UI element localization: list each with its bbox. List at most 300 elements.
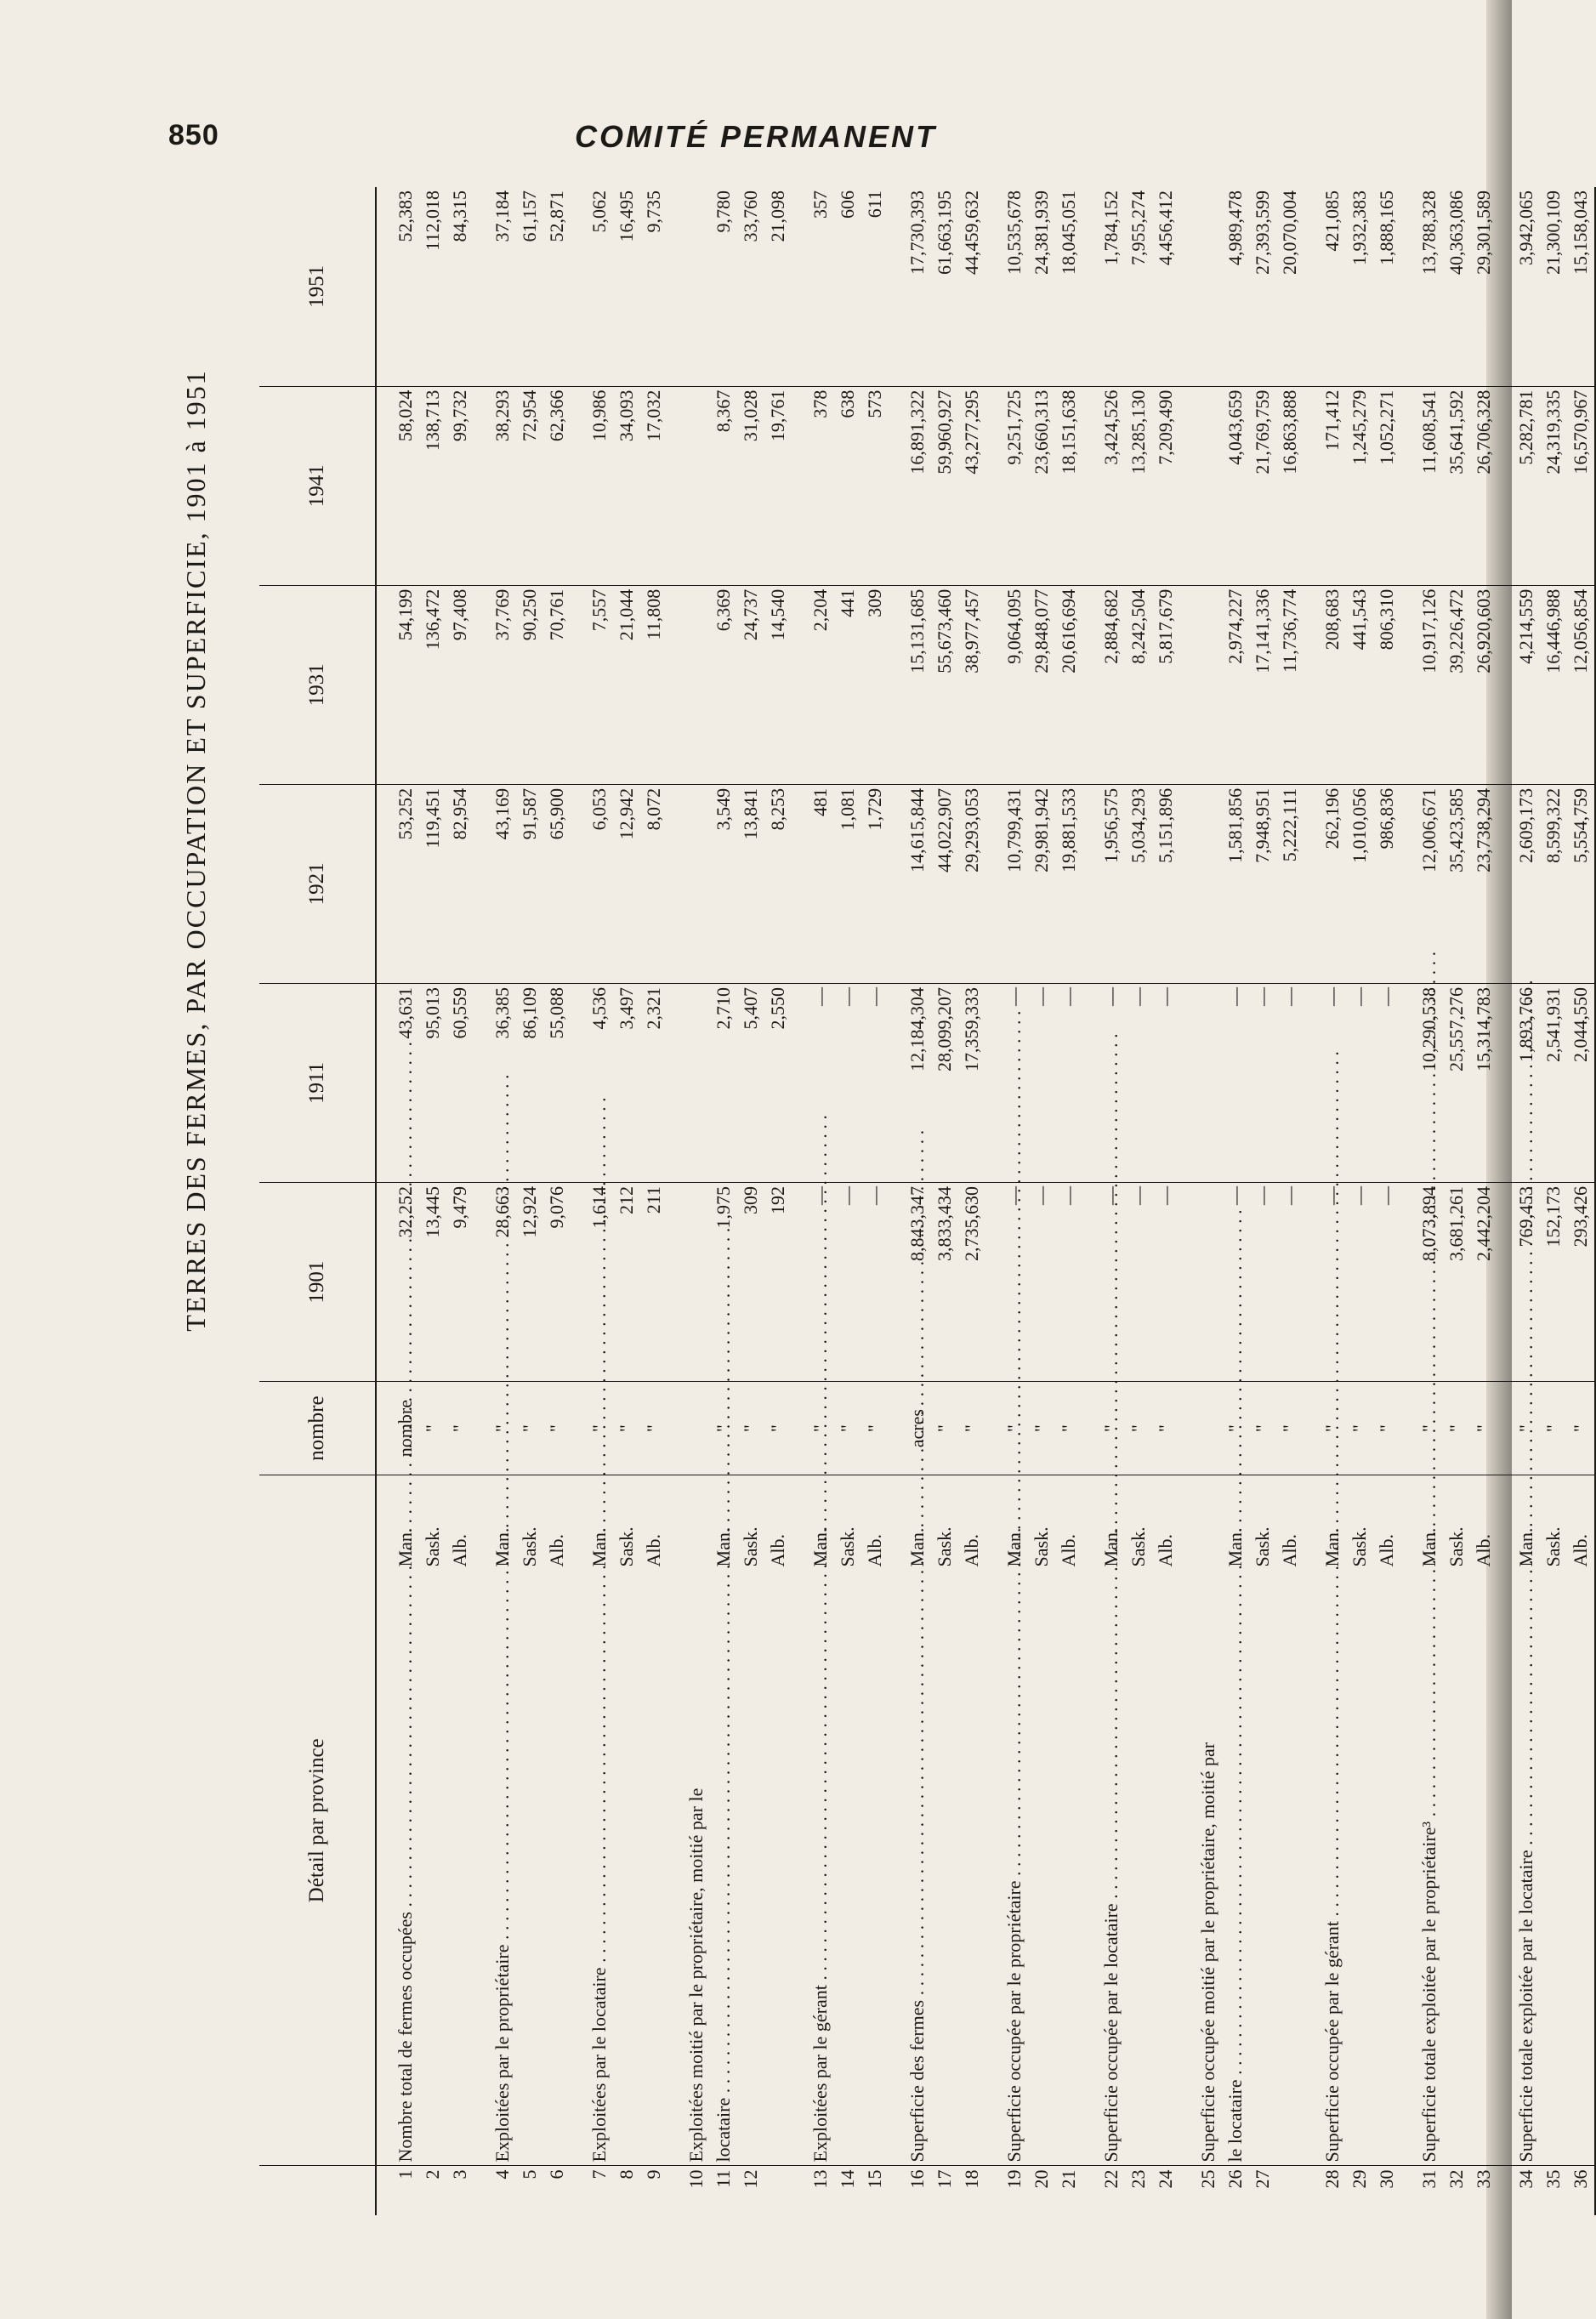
unit-value: " [616,1424,637,1433]
value-cell-1951 [667,187,792,386]
value-cell-1911 [792,983,889,1182]
table-value: 35,641,592 [1445,389,1467,475]
unit-value: " [740,1424,761,1433]
header-1951: 1951 [259,187,376,386]
row-number: 31 [1418,2169,1440,2189]
table-value: — [1224,986,1246,1006]
table-row [571,187,667,2215]
row-number: 4 [491,2169,513,2180]
unit-cell [889,1382,985,1475]
value-cell-1941 [889,386,985,585]
unit-cell [985,1382,1082,1475]
table-value: 481 [809,787,831,816]
table-value: 25,557,276 [1445,986,1467,1071]
value-cell-1911 [1082,983,1179,1182]
table-value: 17,730,393 [906,190,928,275]
province-label: Sask. [422,1526,443,1567]
table-value: 441,543 [1349,588,1370,651]
table-row [1497,187,1595,2215]
table-value: 5,817,679 [1155,588,1176,664]
table-row [1303,187,1400,2215]
table-value: 24,737 [740,588,761,641]
table-value: 441 [837,588,858,617]
row-number: 27 [1252,2169,1273,2189]
unit-value: " [1570,1424,1591,1433]
value-cell-1931 [571,585,667,784]
table-value: 13,841 [740,787,761,840]
value-cell-1921 [1400,784,1497,983]
province-label: Sask. [1127,1526,1149,1567]
value-cell-1931 [376,585,474,784]
table-value: 95,013 [422,986,443,1039]
province-label: Alb. [961,1533,982,1567]
table-value: 28,663 [491,1186,513,1238]
table-value: 12,942 [616,787,637,840]
table-value: 1,888,165 [1376,190,1397,265]
province-label: Man. [1003,1527,1025,1567]
table-value: 37,769 [491,588,513,641]
table-value: 10,986 [588,389,610,442]
row-number: 17 [934,2169,955,2189]
value-cell-1921 [985,784,1082,983]
value-cell-1951 [889,187,985,386]
table-value: — [864,1186,885,1206]
value-cell-1911 [667,983,792,1182]
table-value: 806,310 [1376,588,1397,651]
row-number-cell [1497,2166,1595,2215]
table-row [1400,187,1497,2215]
table-row [792,187,889,2215]
table-value: 1,893,766 [1515,986,1536,1062]
value-cell-1951 [1497,187,1595,386]
table-row [376,187,474,2215]
value-cell-1931 [889,585,985,784]
province-label: Sask. [1031,1526,1052,1567]
table-value: 9,076 [546,1186,567,1229]
table-value: 24,381,939 [1031,190,1052,275]
table-value: 10,917,126 [1418,588,1440,674]
table-value: 1,581,856 [1224,787,1246,863]
value-cell-1941 [667,386,792,585]
table-value: 12,056,854 [1570,588,1591,674]
province-label: Sask. [740,1526,761,1567]
detail-cell [792,1475,889,2166]
table-value: 23,660,313 [1031,389,1052,475]
table-value: 35,423,585 [1445,787,1467,872]
detail-cell [1179,1475,1303,2166]
table-value: — [1376,1186,1397,1206]
table-value: 2,442,204 [1473,1186,1494,1262]
table-value: 17,032 [643,389,664,442]
row-number: 22 [1100,2169,1122,2189]
province-label: Alb. [767,1533,788,1567]
table-value: 15,314,783 [1473,986,1494,1071]
table-value: 1,614 [588,1186,610,1229]
value-cell-1941 [1303,386,1400,585]
value-cell-1901 [376,1183,474,1382]
table-value: — [1031,986,1052,1006]
table-value: 34,093 [616,389,637,442]
table-value: 29,301,589 [1473,190,1494,275]
table-value: 2,609,173 [1515,787,1536,863]
table-value: — [1058,986,1079,1006]
table-value: 21,300,109 [1542,190,1564,275]
detail-cell [474,1475,571,2166]
table-value: 14,615,844 [906,787,928,872]
table-value: 38,293 [491,389,513,442]
value-cell-1901 [792,1183,889,1382]
value-cell-1941 [1497,386,1595,585]
value-cell-1901 [985,1183,1082,1382]
table-value: 7,209,490 [1155,389,1176,465]
row-number: 7 [588,2169,610,2180]
table-value: 39,226,472 [1445,588,1467,674]
table-value: — [1252,986,1273,1006]
row-number: 10 [685,2169,707,2189]
table-value: 5,062 [588,190,610,233]
table-row [1179,187,1303,2215]
row-number: 9 [643,2169,664,2180]
table-value: 2,884,682 [1100,588,1122,664]
table-value: 2,321 [643,986,664,1030]
table-value: — [1100,1186,1122,1206]
table-value: 90,250 [519,588,540,641]
table-value: 8,073,894 [1418,1186,1440,1262]
table-value: 9,479 [449,1186,470,1229]
row-number-cell [376,2166,474,2215]
unit-cell [474,1382,571,1475]
table-value: 3,497 [616,986,637,1030]
row-number: 20 [1031,2169,1052,2189]
value-cell-1901 [1400,1183,1497,1382]
table-value: 10,290,538 [1418,986,1440,1071]
unit-value: " [1349,1424,1370,1433]
value-cell-1901 [1082,1183,1179,1382]
table-row [1082,187,1179,2215]
unit-cell [1400,1382,1497,1475]
unit-value: " [588,1424,610,1433]
table-value: 1,729 [864,787,885,831]
value-cell-1901 [1497,1183,1595,1382]
row-number: 35 [1542,2169,1564,2189]
detail-label: Exploitées par le locataire . . . [586,1566,613,2162]
table-value: 138,713 [422,389,443,452]
unit-value: " [422,1424,443,1433]
unit-cell [376,1382,474,1475]
table-value: 211 [643,1186,664,1214]
table-value: 1,052,271 [1376,389,1397,465]
table-value: 84,315 [449,190,470,242]
unit-cell [1497,1382,1595,1475]
table-value: — [1279,986,1300,1006]
province-label: Man. [491,1527,513,1567]
table-value: 2,044,550 [1570,986,1591,1062]
unit-value: nombre [395,1400,416,1458]
table-value: 5,554,759 [1570,787,1591,863]
table-value: 70,761 [546,588,567,641]
table-value: 119,451 [422,787,443,849]
province-label: Sask. [934,1526,955,1567]
table-value: 208,683 [1321,588,1343,651]
table-value: 52,383 [395,190,416,242]
table-value: 16,863,888 [1279,389,1300,475]
table-value: 4,456,412 [1155,190,1176,265]
table-value: 61,157 [519,190,540,242]
value-cell-1911 [1303,983,1400,1182]
detail-cell [1400,1475,1497,2166]
province-label: Sask. [1445,1526,1467,1567]
row-number: 5 [519,2169,540,2180]
table-value: 8,367 [713,389,734,433]
table-value: — [1155,1186,1176,1206]
row-number: 29 [1349,2169,1370,2189]
value-cell-1951 [1303,187,1400,386]
row-number: 24 [1155,2169,1176,2189]
table-value: 55,088 [546,986,567,1039]
table-value: 4,989,478 [1224,190,1246,265]
row-number: 12 [740,2169,761,2189]
table-value: 1,081 [837,787,858,831]
value-cell-1901 [474,1183,571,1382]
province-label: Sask. [1542,1526,1564,1567]
value-cell-1951 [1400,187,1497,386]
value-cell-1941 [1082,386,1179,585]
unit-value: " [491,1424,513,1433]
value-cell-1951 [571,187,667,386]
detail-label: Superficie totale exploitée par le locataire . . . [1513,1566,1540,2162]
table-value: 32,252 [395,1186,416,1238]
province-label: Alb. [643,1533,664,1567]
value-cell-1941 [792,386,889,585]
table-value: 8,253 [767,787,788,831]
table-value: 29,981,942 [1031,787,1052,872]
row-number-cell [985,2166,1082,2215]
province-label: Alb. [1155,1533,1176,1567]
province-label: Alb. [1279,1533,1300,1567]
row-number: 26 [1224,2169,1246,2189]
value-cell-1951 [1179,187,1303,386]
table-value: 54,199 [395,588,416,641]
table-value: — [1349,1186,1370,1206]
row-number: 16 [906,2169,928,2189]
unit-value: " [643,1424,664,1433]
value-cell-1921 [792,784,889,983]
detail-cell [889,1475,985,2166]
table-value: — [1349,986,1370,1006]
unit-value: acres [906,1409,928,1448]
table-value: 59,960,927 [934,389,955,475]
table-value: 1,975 [713,1186,734,1229]
table-value: 24,319,335 [1542,389,1564,475]
row-number: 11 [713,2169,734,2188]
table-value: 9,251,725 [1003,389,1025,465]
table-value: 72,954 [519,389,540,442]
table-value: 99,732 [449,389,470,442]
row-number-cell [792,2166,889,2215]
province-label: Sask. [616,1526,637,1567]
row-number: 28 [1321,2169,1343,2189]
row-number: 25 [1197,2169,1218,2189]
table-value: — [1031,1186,1052,1206]
row-number: 13 [809,2169,831,2189]
value-cell-1941 [571,386,667,585]
table-value: 112,018 [422,190,443,251]
value-cell-1931 [1400,585,1497,784]
table-value: 97,408 [449,588,470,641]
table-value: 6,053 [588,787,610,831]
unit-value: " [519,1424,540,1433]
table-value: 82,954 [449,787,470,840]
value-cell-1931 [1303,585,1400,784]
table-body [376,187,1595,2215]
unit-value: " [1100,1424,1122,1433]
province-label: Alb. [864,1533,885,1567]
table-value: 12,184,304 [906,986,928,1071]
table-value: 16,495 [616,190,637,242]
detail-cell [571,1475,667,2166]
table-value: 421,085 [1321,190,1343,252]
row-number: 32 [1445,2169,1467,2189]
table-value: — [1321,986,1343,1006]
table-value: 573 [864,389,885,418]
row-number: 19 [1003,2169,1025,2189]
unit-cell [1303,1382,1400,1475]
province-label: Alb. [1376,1533,1397,1567]
row-number: 1 [395,2169,416,2180]
value-cell-1931 [985,585,1082,784]
table-value: 5,151,896 [1155,787,1176,863]
value-cell-1931 [1179,585,1303,784]
table-value: 357 [809,190,831,219]
row-number: 8 [616,2169,637,2180]
table-value: 638 [837,389,858,418]
table-value: 60,559 [449,986,470,1039]
province-label: Man. [1418,1527,1440,1567]
detail-label: Superficie occupée par le locataire . . . [1098,1566,1125,2162]
unit-value: " [1224,1424,1246,1433]
value-cell-1921 [474,784,571,983]
table-value: 26,706,328 [1473,389,1494,475]
table-value: 3,942,065 [1515,190,1536,265]
table-value: 12,006,671 [1418,787,1440,872]
table-value: 44,459,632 [961,190,982,275]
table-value: 43,277,295 [961,389,982,475]
table-value: 5,034,293 [1127,787,1149,863]
table-value: 7,557 [588,588,610,632]
value-cell-1951 [376,187,474,386]
row-number-cell [1303,2166,1400,2215]
detail-cell [1303,1475,1400,2166]
table-value: 17,141,336 [1252,588,1273,674]
value-cell-1921 [667,784,792,983]
unit-value: " [809,1424,831,1433]
unit-value: " [449,1424,470,1433]
unit-value: " [1058,1424,1079,1433]
value-cell-1911 [1400,983,1497,1182]
detail-label: locataire . . . [710,1566,737,2162]
table-value: — [837,1186,858,1206]
value-cell-1901 [571,1183,667,1382]
table-value: 3,549 [713,787,734,831]
table-value: 611 [864,190,885,219]
unit-value: " [1376,1424,1397,1433]
table-value: 1,784,152 [1100,190,1122,265]
value-cell-1911 [1179,983,1303,1182]
table-value: 43,169 [491,787,513,840]
table-value: 18,045,051 [1058,190,1079,275]
detail-label: Exploitées moitié par le propriétaire, moitié par le [685,1788,707,2163]
header-1931: 1931 [259,585,376,784]
row-number: 33 [1473,2169,1494,2189]
unit-value: " [1279,1424,1300,1433]
table-value: 21,769,759 [1252,389,1273,475]
value-cell-1921 [1497,784,1595,983]
table-value: 5,222,111 [1279,787,1300,862]
detail-label: Superficie totale exploitée par le propriétaire³ . . . [1416,1566,1443,2162]
unit-value: " [1003,1424,1025,1433]
row-number: 23 [1127,2169,1149,2189]
table-value: 378 [809,389,831,418]
header-1941: 1941 [259,386,376,585]
value-cell-1921 [1082,784,1179,983]
province-label: Man. [1224,1527,1246,1567]
row-number: 30 [1376,2169,1397,2189]
table-value: 2,735,630 [961,1186,982,1262]
unit-value: " [1445,1424,1467,1433]
value-cell-1951 [1082,187,1179,386]
value-cell-1911 [889,983,985,1182]
table-value: 4,536 [588,986,610,1030]
table-value: 20,070,004 [1279,190,1300,275]
table-value: 192 [767,1186,788,1215]
row-number-cell [571,2166,667,2215]
header-1911: 1911 [259,983,376,1182]
table-value: 62,366 [546,389,567,442]
unit-value: " [546,1424,567,1433]
table-value: 6,369 [713,588,734,632]
table-value: 309 [864,588,885,617]
table-value: 8,072 [643,787,664,831]
value-cell-1951 [985,187,1082,386]
province-label: Sask. [519,1526,540,1567]
province-label: Man. [713,1527,734,1567]
value-cell-1911 [376,983,474,1182]
province-label: Man. [809,1527,831,1567]
table-value: 12,924 [519,1186,540,1238]
value-cell-1931 [474,585,571,784]
page-number: 850 [168,119,219,151]
value-cell-1921 [1303,784,1400,983]
unit-value: " [1515,1424,1536,1433]
province-label: Sask. [1349,1526,1370,1567]
farm-land-table [259,187,1596,2215]
value-cell-1921 [571,784,667,983]
table-value: — [1321,1186,1343,1206]
table-value: 986,836 [1376,787,1397,850]
table-value: — [809,986,831,1006]
table-value: 3,833,434 [934,1186,955,1262]
table-value: 10,535,678 [1003,190,1025,275]
table-value: 15,131,685 [906,588,928,674]
table-row [667,187,792,2215]
detail-cell [985,1475,1082,2166]
table-value: 9,780 [713,190,734,233]
value-cell-1911 [571,983,667,1182]
table-value: 152,173 [1542,1186,1564,1248]
detail-label: Superficie des fermes . . . [904,1566,931,2162]
detail-label: Superficie occupée moitié par le propriétaire, moitié par [1197,1742,1218,2163]
row-number: 21 [1058,2169,1079,2189]
